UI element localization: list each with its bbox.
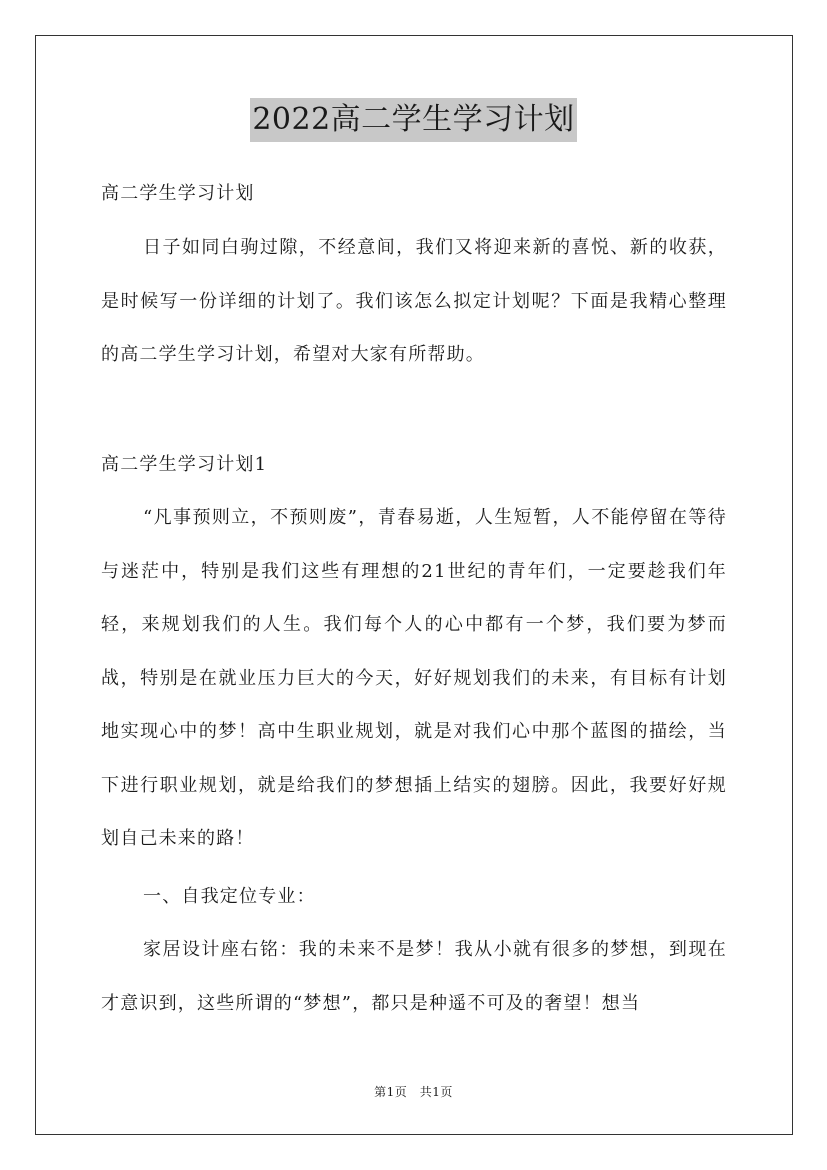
page-number: 第1页 共1页 xyxy=(374,1085,453,1099)
body-paragraph: “凡事预则立，不预则废”，青春易逝，人生短暂，人不能停留在等待与迷茫中，特别是我们这些有理想的21世纪的青年们，一定要趁我们年轻，来规划我们的人生。我们每个人的心中都有一个梦，我们要为梦而战，特别是在就业压力巨大的今天，好好规划我们的未来，有目标有计划地实现心中的梦！高中生职业规划，就是对我们心中那个蓝图的描绘，当下进行职业规划，就是给我们的梦想插上结实的翅膀。因此，我要好好规划自己未来的路！ xyxy=(101,507,727,849)
title-container xyxy=(0,98,827,142)
section-point: 一、自我定位专业： xyxy=(143,886,316,907)
document-subtitle: 高二学生学习计划 xyxy=(101,183,255,204)
section-heading: 高二学生学习计划1 xyxy=(101,454,268,475)
body-paragraph: 家居设计座右铭：我的未来不是梦！我从小就有很多的梦想，到现在才意识到，这些所谓的“梦想”，都只是种遥不可及的奢望！想当 xyxy=(101,939,727,1014)
document-title: 2022高二学生学习计划 xyxy=(250,98,576,142)
intro-paragraph: 日子如同白驹过隙，不经意间，我们又将迎来新的喜悦、新的收获，是时候写一份详细的计划了。我们该怎么拟定计划呢？下面是我精心整理的高二学生学习计划，希望对大家有所帮助。 xyxy=(101,237,727,365)
